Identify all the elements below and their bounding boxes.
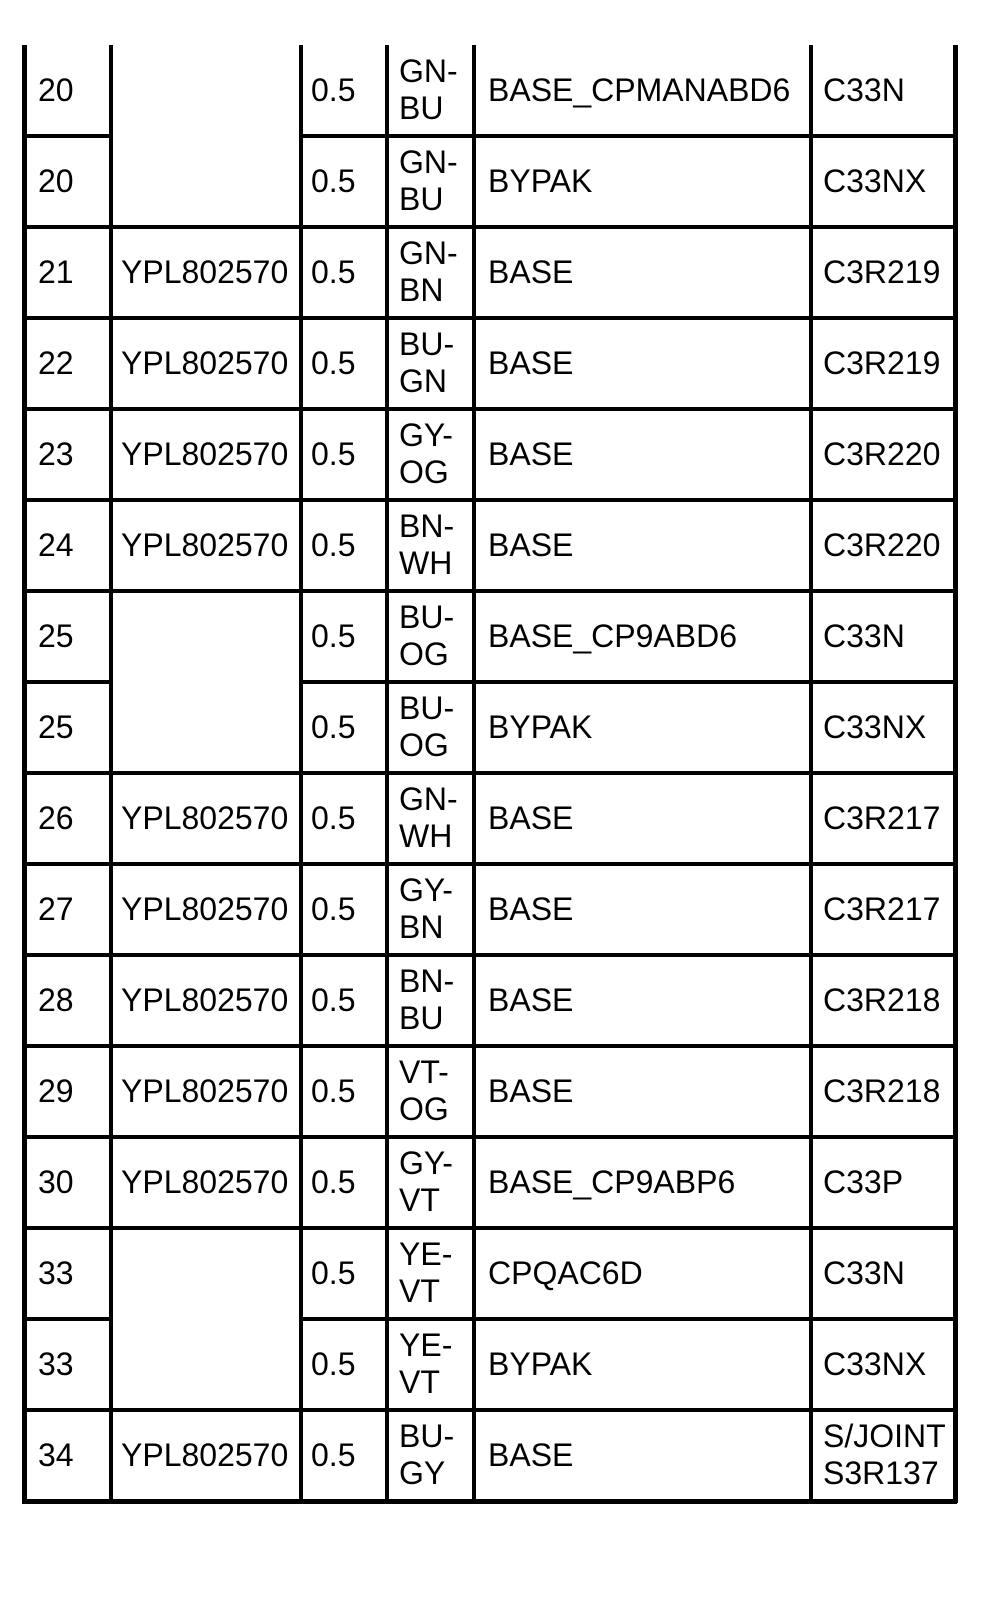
cell-pin: 28 — [38, 981, 74, 1018]
cell-part: YPL802570 — [121, 344, 289, 381]
cell-circuit: BASE_CP9ABD6 — [488, 617, 738, 654]
cell-part: YPL802570 — [121, 253, 289, 290]
cell-size: 0.5 — [311, 1345, 356, 1382]
cell-circuit: BASE_CPMANABD6 — [488, 71, 791, 108]
cell-circuit: CPQAC6D — [488, 1254, 643, 1291]
cell-size: 0.5 — [311, 71, 356, 108]
cell-dest: C33NX — [823, 708, 927, 745]
cell-pin: 25 — [38, 617, 74, 654]
cell-dest: C3R217 — [823, 799, 941, 836]
cell-size: 0.5 — [311, 526, 356, 563]
cell-dest: C33P — [823, 1163, 904, 1200]
cell-part: YPL802570 — [121, 890, 289, 927]
cell-size: 0.5 — [311, 617, 356, 654]
cell-circuit: BASE — [488, 890, 574, 927]
cell-part: YPL802570 — [121, 435, 289, 472]
cell-color: BU- GN — [399, 325, 455, 399]
cell-part: YPL802570 — [121, 1163, 289, 1200]
cell-color: GN- WH — [399, 780, 458, 854]
cell-pin: 33 — [38, 1254, 74, 1291]
cell-circuit: BASE — [488, 1436, 574, 1473]
cell-dest: C33N — [823, 1254, 905, 1291]
cell-dest: C3R220 — [823, 526, 941, 563]
cell-color: VT- OG — [399, 1053, 449, 1127]
row-rule — [385, 1499, 476, 1504]
cell-dest: C3R218 — [823, 981, 941, 1018]
cell-color: YE- VT — [399, 1326, 453, 1400]
cell-pin: 20 — [38, 71, 74, 108]
cell-circuit: BASE — [488, 1072, 574, 1109]
cell-color: GY- VT — [399, 1144, 453, 1218]
cell-size: 0.5 — [311, 708, 356, 745]
cell-pin: 23 — [38, 435, 74, 472]
cell-dest: C3R218 — [823, 1072, 941, 1109]
cell-size: 0.5 — [311, 1254, 356, 1291]
cell-part — [113, 1228, 299, 1317]
row-rule — [809, 1499, 957, 1504]
cell-part — [113, 682, 299, 771]
cell-dest: C3R220 — [823, 435, 941, 472]
cell-dest: C3R217 — [823, 890, 941, 927]
cell-part: YPL802570 — [121, 526, 289, 563]
cell-pin: 33 — [38, 1345, 74, 1382]
cell-pin: 25 — [38, 708, 74, 745]
cell-circuit: BASE — [488, 435, 574, 472]
cell-size: 0.5 — [311, 162, 356, 199]
cell-size: 0.5 — [311, 253, 356, 290]
cell-part: YPL802570 — [121, 799, 289, 836]
cell-color: YE- VT — [399, 1235, 453, 1309]
cell-color: BN- WH — [399, 507, 455, 581]
cell-part: YPL802570 — [121, 1072, 289, 1109]
cell-part — [113, 136, 299, 225]
cell-circuit: BASE_CP9ABP6 — [488, 1163, 736, 1200]
cell-size: 0.5 — [311, 890, 356, 927]
cell-circuit: BASE — [488, 344, 574, 381]
cell-dest: C33N — [823, 617, 905, 654]
cell-circuit: BYPAK — [488, 708, 593, 745]
row-rule — [109, 1499, 303, 1504]
cell-color: BN- BU — [399, 962, 455, 1036]
cell-color: GN- BU — [399, 143, 458, 217]
cell-circuit: BASE — [488, 799, 574, 836]
cell-color: GY- OG — [399, 416, 453, 490]
cell-size: 0.5 — [311, 1436, 356, 1473]
row-rule — [299, 1499, 389, 1504]
cell-color: GN- BU — [399, 52, 458, 126]
cell-pin: 22 — [38, 344, 74, 381]
cell-pin: 21 — [38, 253, 74, 290]
cell-part — [113, 45, 299, 134]
cell-dest: S/JOINT S3R137 — [823, 1417, 946, 1491]
cell-part — [113, 591, 299, 680]
cell-pin: 27 — [38, 890, 74, 927]
cell-pin: 24 — [38, 526, 74, 563]
cell-size: 0.5 — [311, 1163, 356, 1200]
row-rule — [472, 1499, 813, 1504]
cell-part: YPL802570 — [121, 981, 289, 1018]
cell-circuit: BYPAK — [488, 162, 593, 199]
cell-dest: C3R219 — [823, 253, 941, 290]
cell-size: 0.5 — [311, 1072, 356, 1109]
cell-size: 0.5 — [311, 435, 356, 472]
cell-color: BU- OG — [399, 598, 455, 672]
cell-color: BU- OG — [399, 689, 455, 763]
cell-circuit: BASE — [488, 526, 574, 563]
cell-size: 0.5 — [311, 981, 356, 1018]
cell-size: 0.5 — [311, 344, 356, 381]
cell-circuit: BASE — [488, 253, 574, 290]
cell-dest: C33NX — [823, 162, 927, 199]
cell-circuit: BYPAK — [488, 1345, 593, 1382]
cell-dest: C33NX — [823, 1345, 927, 1382]
cell-size: 0.5 — [311, 799, 356, 836]
cell-part — [113, 1319, 299, 1408]
cell-pin: 30 — [38, 1163, 74, 1200]
cell-color: GY- BN — [399, 871, 453, 945]
cell-pin: 26 — [38, 799, 74, 836]
cell-circuit: BASE — [488, 981, 574, 1018]
cell-pin: 20 — [38, 162, 74, 199]
row-rule — [22, 1499, 113, 1504]
cell-dest: C33N — [823, 71, 905, 108]
cell-color: GN- BN — [399, 234, 458, 308]
cell-color: BU- GY — [399, 1417, 455, 1491]
cell-dest: C3R219 — [823, 344, 941, 381]
cell-pin: 29 — [38, 1072, 74, 1109]
cell-pin: 34 — [38, 1436, 74, 1473]
cell-part: YPL802570 — [121, 1436, 289, 1473]
